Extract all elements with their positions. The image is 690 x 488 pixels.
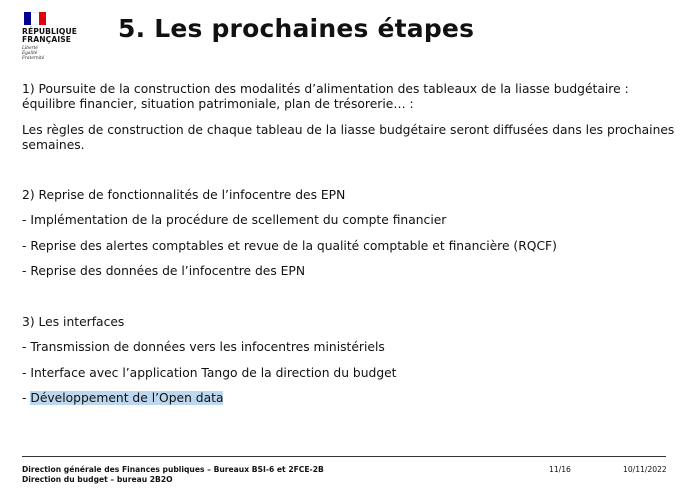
section2-heading: 2) Reprise de fonctionnalités de l’infocentre des EPN — [22, 188, 346, 202]
section3-item-2: - Interface avec l’application Tango de la direction du budget — [22, 366, 397, 380]
selected-text[interactable]: Développement de l’Open data — [30, 391, 224, 405]
section3-item-3 — [22, 391, 223, 406]
motto-fraternite: Fraternité — [22, 56, 45, 61]
section1-heading-line2: équilibre financier, situation patrimoniale, plan de trésorerie… : — [22, 97, 414, 111]
section1-text-line1: Les règles de construction de chaque tableau de la liasse budgétaire seront diffusées dans les prochaines — [22, 123, 675, 137]
section1-heading-line1: 1) Poursuite de la construction des modalités d’alimentation des tableaux de la liasse budgétaire : — [22, 82, 629, 96]
logo-motto — [22, 46, 82, 61]
section3-item-1: - Transmission de données vers les infocentres ministériels — [22, 340, 385, 354]
logo-line-2: FRANÇAISE — [22, 35, 72, 44]
republique-francaise-logo — [22, 12, 82, 61]
section3-item-3-prefix: - — [22, 391, 31, 405]
section2-item-1: - Implémentation de la procédure de scellement du compte financier — [22, 213, 447, 227]
page-number: 11/16 — [549, 465, 571, 474]
section2-item-2: - Reprise des alertes comptables et revue de la qualité comptable et financière (RQCF) — [22, 239, 557, 253]
footer-divider — [22, 456, 666, 457]
motto-liberte: Liberté — [22, 46, 38, 51]
section2-item-3: - Reprise des données de l’infocentre des EPN — [22, 264, 306, 278]
motto-egalite: Égalité — [22, 51, 38, 56]
footer-date: 10/11/2022 — [623, 465, 667, 474]
section3-heading: 3) Les interfaces — [22, 315, 125, 329]
footer-line-2: Direction du budget – bureau 2B2O — [22, 475, 173, 484]
logo-line-1: RÉPUBLIQUE — [22, 27, 78, 36]
footer-line-1: Direction générale des Finances publiques – Bureaux BSI-6 et 2FCE-2B — [22, 465, 324, 474]
french-flag-icon — [24, 12, 46, 25]
section1-text-line2: semaines. — [22, 138, 85, 152]
slide-title: 5. Les prochaines étapes — [118, 14, 475, 43]
